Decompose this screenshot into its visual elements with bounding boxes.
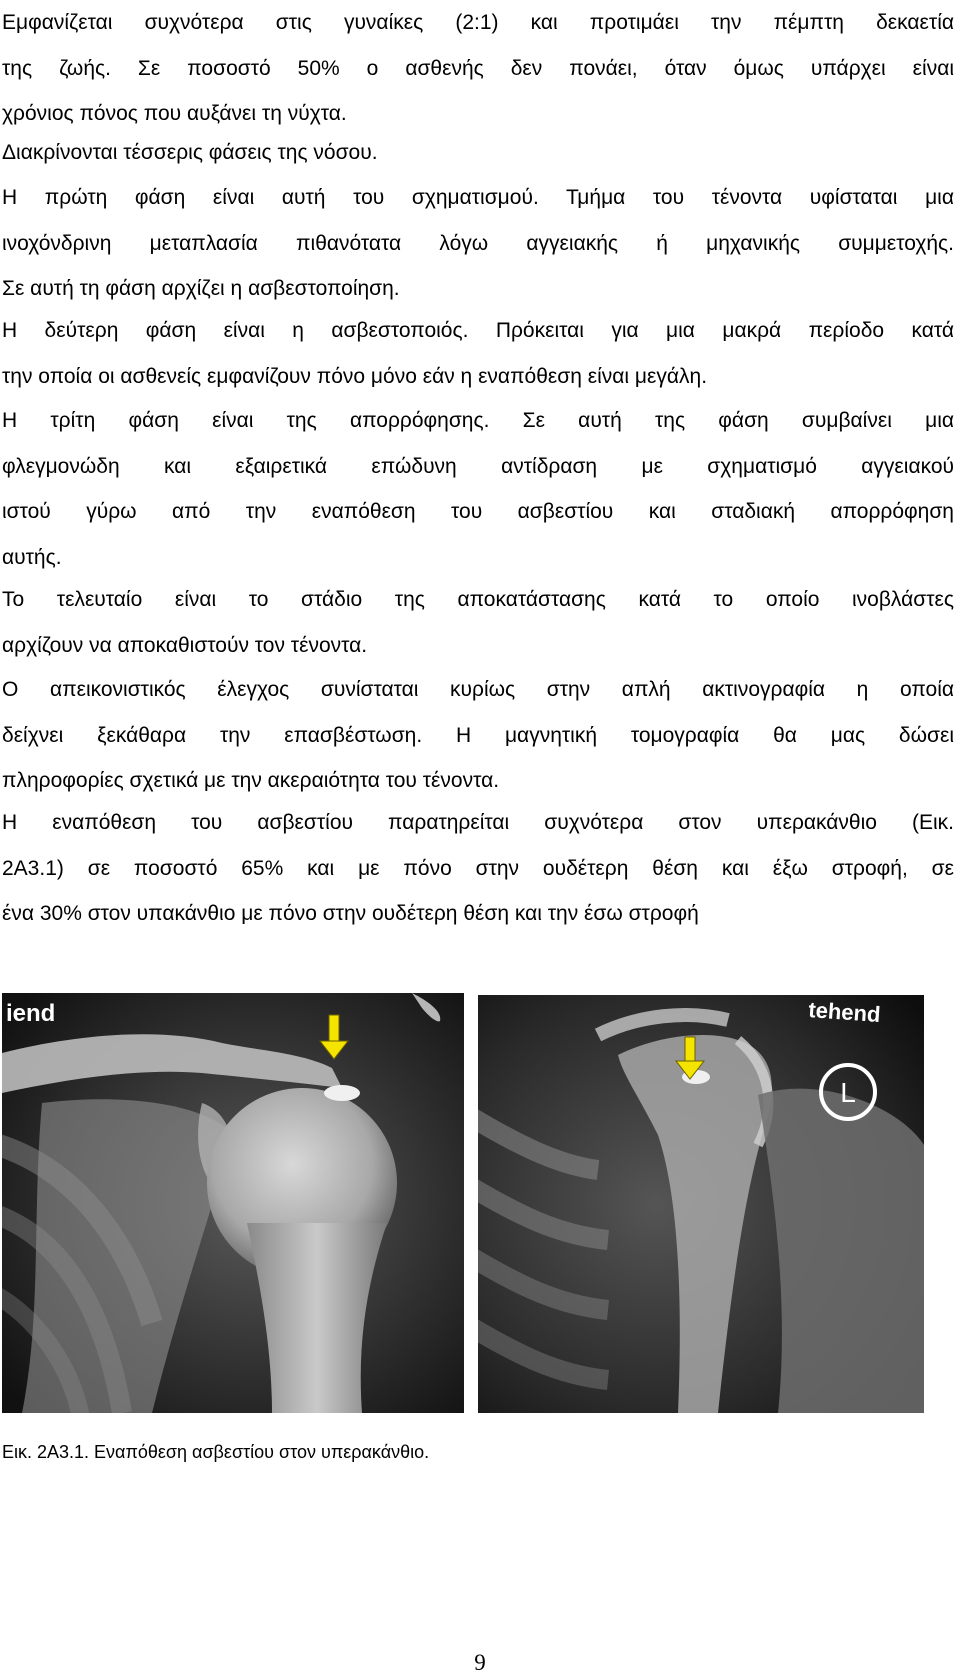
xray-left-label: iend [6,1000,56,1027]
text-line: δείχνει ξεκάθαρα την επασβέστωση. Η μαγνητική τομογραφία θα μας δώσει [2,723,954,747]
text-line: της ζωής. Σε ποσοστό 50% ο ασθενής δεν πονάει, όταν όμως υπάρχει είναι [2,56,954,80]
paragraph [2,175,954,312]
text-line: αυτής. [2,545,62,569]
page-number: 9 [474,1650,486,1675]
text-line: Το τελευταίο είναι το στάδιο της αποκατάστασης κατά το οποίο ινοβλάστες [2,588,954,611]
text-line: ιστού γύρω από την εναπόθεση του ασβεστίου και σταδιακή απορρόφηση [2,500,954,523]
paragraph [2,800,954,937]
text-line: χρόνιος πόνος που αυξάνει τη νύχτα. [2,102,347,125]
figure-caption: Εικ. 2Α3.1. Εναπόθεση ασβεστίου στον υπερακάνθιο. [2,1442,430,1462]
text-line: Η εναπόθεση του ασβεστίου παρατηρείται συχνότερα στον υπερακάνθιο (Εικ. [2,811,954,834]
text-line: αρχίζουν να αποκαθιστούν τον τένοντα. [2,633,368,657]
paragraph [2,398,954,580]
text-line: ένα 30% στον υπακάνθιο με πόνο στην ουδέτερη θέση και την έσω στροφή [2,902,699,925]
paragraph [2,577,954,668]
text-line: πληροφορίες σχετικά με την ακεραιότητα του τένοντα. [2,769,500,792]
text-line: την οποία οι ασθενείς εμφανίζουν πόνο μόνο εάν η εναπόθεση είναι μεγάλη. [2,364,708,388]
text-line: Σε αυτή τη φάση αρχίζει η ασβεστοποίηση. [2,277,400,300]
xray-right-label: tehend [807,997,882,1028]
text-line: Η δεύτερη φάση είναι η ασβεστοποιός. Πρόκειται για μια μακρά περίοδο κατά [2,319,954,342]
xray-right-image [478,995,924,1413]
text-line: ινοχόνδρινη μεταπλασία πιθανότατα λόγω αγγειακής ή μηχανικής συμμετοχής. [2,231,954,255]
text-line: Ο απεικονιστικός έλεγχος συνίσταται κυρίως στην απλή ακτινογραφία η οποία [2,678,954,701]
text-line: 2Α3.1) σε ποσοστό 65% και με πόνο στην ουδέτερη θέση και έξω στροφή, σε [2,856,954,880]
text-line: Η πρώτη φάση είναι αυτή του σχηματισμού. Τμήμα του τένοντα υφίσταται μια [2,186,954,209]
text-line: Η τρίτη φάση είναι της απορρόφησης. Σε αυτή της φάση συμβαίνει μια [2,409,954,432]
xray-right-side-marker: L [840,1077,856,1108]
paragraph [2,667,954,804]
paragraph [2,308,954,399]
xray-left-image [2,993,464,1413]
text-line: Εμφανίζεται συχνότερα στις γυναίκες (2:1) και προτιμάει την πέμπτη δεκαετία [2,11,954,34]
paragraph [2,0,954,137]
text-line: φλεγμονώδη και εξαιρετικά επώδυνη αντίδραση με σχηματισμό αγγειακού [2,454,954,478]
paragraph [2,130,954,176]
text-line: Διακρίνονται τέσσερις φάσεις της νόσου. [2,141,378,164]
